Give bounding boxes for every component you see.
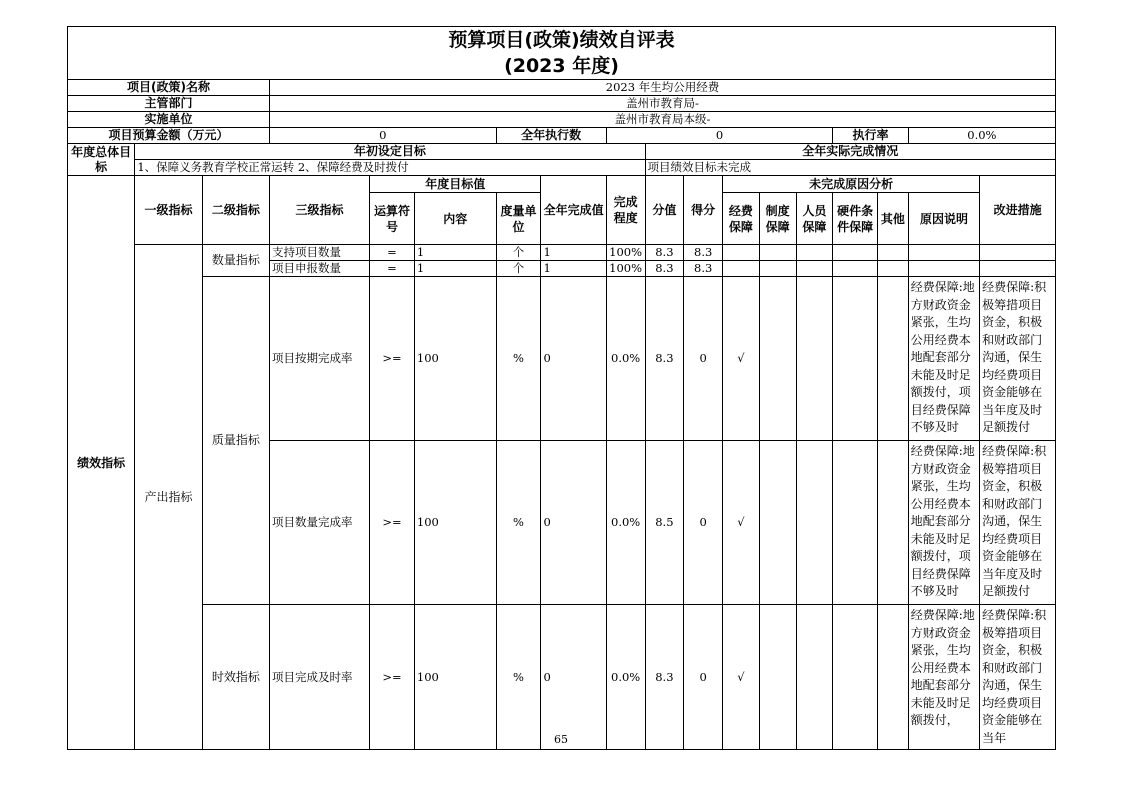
initial-goal-label: 年初设定目标 [135, 144, 645, 160]
row-name: 项目按期完成率 [270, 277, 370, 441]
content-header: 内容 [414, 193, 496, 245]
row-operator: = [370, 261, 415, 277]
staff-header: 人员保障 [796, 193, 833, 245]
row-funding: √ [723, 605, 760, 750]
row-actual: 1 [541, 261, 606, 277]
rate-label: 执行率 [833, 128, 909, 144]
budget-value: 0 [270, 128, 497, 144]
project-name-label: 项目(政策)名称 [68, 80, 270, 96]
row-explain: 经费保障:地方财政资金紧张，生均公用经费本地配套部分未能及时足额拨付， [908, 605, 979, 750]
reason-analysis-header: 未完成原因分析 [723, 176, 980, 193]
budget-label: 项目预算金额（万元） [68, 128, 270, 144]
row-staff [796, 245, 833, 261]
rate-value: 0.0% [908, 128, 1055, 144]
row-name: 项目完成及时率 [270, 605, 370, 750]
title-cell [68, 27, 1056, 80]
row-score: 0 [684, 441, 723, 605]
row-score: 8.3 [684, 245, 723, 261]
executed-label: 全年执行数 [496, 128, 606, 144]
row-operator: = [370, 245, 415, 261]
output-indicator-label: 产出指标 [135, 245, 202, 750]
completion-header: 完成程度 [606, 176, 645, 245]
row-actual: 0 [541, 277, 606, 441]
row-score: 0 [684, 277, 723, 441]
row-staff [796, 261, 833, 277]
page-number: 65 [554, 733, 568, 746]
row-improve: 经费保障:积极筹措项目资金，积极和财政部门沟通，保生均经费项目资金能够在当年度及时足额拨付 [980, 277, 1056, 441]
row-score-value: 8.3 [645, 277, 684, 441]
overall-goal-label: 年度总体目标 [68, 144, 135, 176]
implementer-value: 盖州市教育局本级- [270, 112, 1056, 128]
row-hardware [833, 245, 878, 261]
row-explain [908, 261, 979, 277]
row-explain: 经费保障:地方财政资金紧张，生均公用经费本地配套部分未能及时足额拨付，项目经费保障不够及时 [908, 277, 979, 441]
supervisor-value: 盖州市教育局- [270, 96, 1056, 112]
row-staff [796, 605, 833, 750]
other-header: 其他 [878, 193, 909, 245]
project-name-value: 2023 年生均公用经费 [270, 80, 1056, 96]
row-completion: 100% [606, 261, 645, 277]
row-other [878, 245, 909, 261]
system-header: 制度保障 [759, 193, 796, 245]
row-content: 1 [414, 261, 496, 277]
row-hardware [833, 277, 878, 441]
score-value-header: 分值 [645, 176, 684, 245]
explain-header: 原因说明 [908, 193, 979, 245]
row-hardware [833, 605, 878, 750]
row-operator: >= [370, 441, 415, 605]
table-row [68, 245, 1056, 261]
row-improve: 经费保障:积极筹措项目资金，积极和财政部门沟通，保生均经费项目资金能够在当年 [980, 605, 1056, 750]
level1-header: 一级指标 [135, 176, 202, 245]
actual-goal-label: 全年实际完成情况 [645, 144, 1056, 160]
supervisor-label: 主管部门 [68, 96, 270, 112]
level3-header: 三级指标 [270, 176, 370, 245]
row-actual: 0 [541, 441, 606, 605]
row-hardware [833, 261, 878, 277]
row-other [878, 441, 909, 605]
row-improve: 经费保障:积极筹措项目资金，积极和财政部门沟通，保生均经费项目资金能够在当年度及时足额拨付 [980, 441, 1056, 605]
row-improve [980, 261, 1056, 277]
initial-goal-text: 1、保障义务教育学校正常运转 2、保障经费及时拨付 [135, 160, 645, 176]
form-year: (2023 年度) [504, 55, 619, 77]
row-completion: 0.0% [606, 277, 645, 441]
table-row [68, 277, 1056, 441]
row-unit: % [496, 441, 541, 605]
row-score-value: 8.5 [645, 441, 684, 605]
row-content: 100 [414, 277, 496, 441]
row-score: 0 [684, 605, 723, 750]
timeliness-indicator-label: 时效指标 [202, 605, 269, 750]
row-actual: 0 [541, 605, 606, 750]
table-row [68, 605, 1056, 750]
funding-header: 经费保障 [723, 193, 760, 245]
row-system [759, 605, 796, 750]
row-unit: 个 [496, 261, 541, 277]
row-other [878, 261, 909, 277]
row-hardware [833, 441, 878, 605]
row-score-value: 8.3 [645, 605, 684, 750]
self-evaluation-form [67, 26, 1056, 750]
row-explain: 经费保障:地方财政资金紧张，生均公用经费本地配套部分未能及时足额拨付，项目经费保障不够及时 [908, 441, 979, 605]
improve-header: 改进措施 [980, 176, 1056, 245]
hardware-header: 硬件条件保障 [833, 193, 878, 245]
implementer-label: 实施单位 [68, 112, 270, 128]
row-content: 100 [414, 605, 496, 750]
perf-indicators-label: 绩效指标 [68, 176, 135, 750]
row-operator: >= [370, 605, 415, 750]
row-name: 项目数量完成率 [270, 441, 370, 605]
row-staff [796, 277, 833, 441]
row-actual: 1 [541, 245, 606, 261]
row-content: 1 [414, 245, 496, 261]
row-other [878, 277, 909, 441]
score-header: 得分 [684, 176, 723, 245]
row-content: 100 [414, 441, 496, 605]
row-staff [796, 441, 833, 605]
row-unit: 个 [496, 245, 541, 261]
quality-indicator-label: 质量指标 [202, 277, 269, 605]
row-completion: 100% [606, 245, 645, 261]
annual-target-header: 年度目标值 [370, 176, 541, 193]
row-completion: 0.0% [606, 441, 645, 605]
form-title: 预算项目(政策)绩效自评表 [448, 29, 675, 51]
row-score: 8.3 [684, 261, 723, 277]
annual-actual-header: 全年完成值 [541, 176, 606, 245]
row-funding [723, 261, 760, 277]
unit-header: 度量单位 [496, 193, 541, 245]
row-name: 项目申报数量 [270, 261, 370, 277]
row-system [759, 277, 796, 441]
row-score-value: 8.3 [645, 261, 684, 277]
row-system [759, 261, 796, 277]
row-system [759, 441, 796, 605]
row-unit: % [496, 605, 541, 750]
evaluation-table [67, 26, 1056, 750]
operator-header: 运算符号 [370, 193, 415, 245]
actual-goal-text: 项目绩效目标未完成 [645, 160, 1056, 176]
row-explain [908, 245, 979, 261]
row-funding: √ [723, 441, 760, 605]
row-score-value: 8.3 [645, 245, 684, 261]
row-other [878, 605, 909, 750]
row-unit: % [496, 277, 541, 441]
row-name: 支持项目数量 [270, 245, 370, 261]
row-funding [723, 245, 760, 261]
quantity-indicator-label: 数量指标 [202, 245, 269, 277]
row-improve [980, 245, 1056, 261]
level2-header: 二级指标 [202, 176, 269, 245]
row-operator: >= [370, 277, 415, 441]
row-completion: 0.0% [606, 605, 645, 750]
row-system [759, 245, 796, 261]
executed-value: 0 [606, 128, 833, 144]
row-funding: √ [723, 277, 760, 441]
